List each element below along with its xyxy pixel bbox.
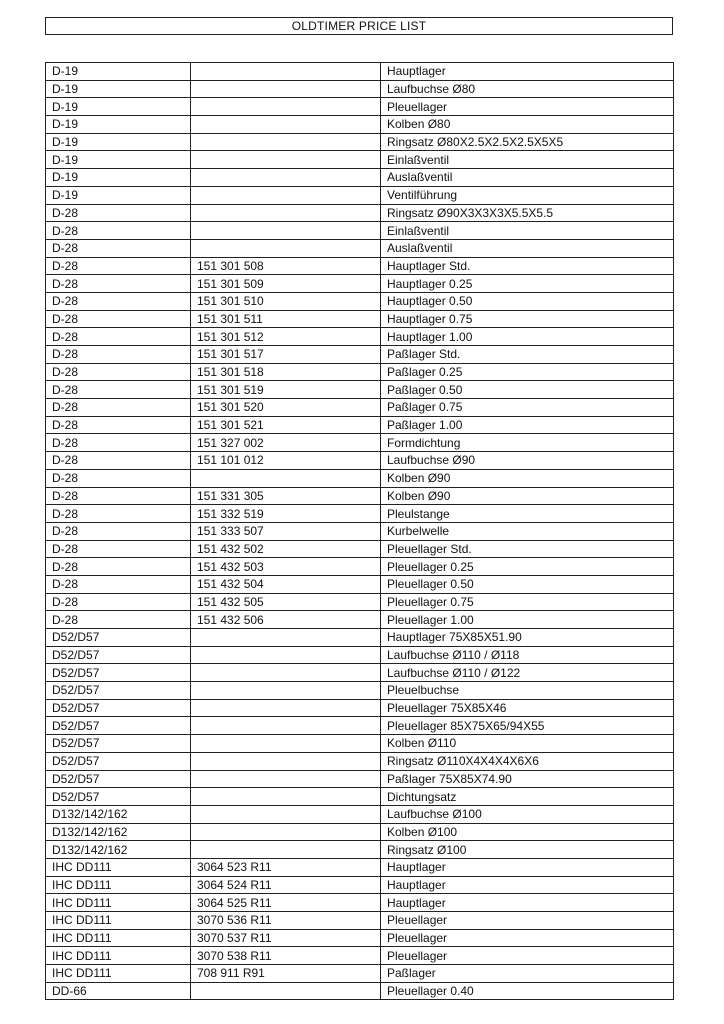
table-row [46,699,674,717]
description-cell: Ringsatz Ø90X3X3X3X5.5X5.5 [381,204,674,222]
model-cell: D-19 [46,151,191,169]
table-row [46,894,674,912]
table-row [46,151,674,169]
part-number-cell: 151 432 502 [191,540,381,558]
table-row [46,611,674,629]
model-cell: D-28 [46,611,191,629]
part-number-cell [191,469,381,487]
table-row [46,841,674,859]
table-row [46,540,674,558]
description-cell: Laufbuchse Ø110 / Ø122 [381,664,674,682]
table-row [46,929,674,947]
part-number-cell: 151 301 517 [191,346,381,364]
description-cell: Paßlager 0.50 [381,381,674,399]
table-row [46,876,674,894]
table-row [46,487,674,505]
part-number-cell [191,788,381,806]
page-title: OLDTIMER PRICE LIST [45,17,673,35]
table-row [46,416,674,434]
description-cell: Kurbelwelle [381,522,674,540]
part-number-cell: 151 432 503 [191,558,381,576]
model-cell: D-19 [46,133,191,151]
description-cell: Paßlager Std. [381,346,674,364]
model-cell: D-19 [46,80,191,98]
part-number-cell [191,823,381,841]
model-cell: D-28 [46,416,191,434]
model-cell: D-28 [46,399,191,417]
table-row [46,381,674,399]
part-number-cell [191,151,381,169]
part-number-cell: 151 301 510 [191,292,381,310]
table-row [46,80,674,98]
description-cell: Pleuellager 85X75X65/94X55 [381,717,674,735]
part-number-cell [191,222,381,240]
part-number-cell [191,116,381,134]
table-row [46,912,674,930]
description-cell: Dichtungsatz [381,788,674,806]
model-cell: IHC DD111 [46,912,191,930]
model-cell: IHC DD111 [46,876,191,894]
price-table-body [46,63,674,1000]
model-cell: D-28 [46,434,191,452]
model-cell: IHC DD111 [46,858,191,876]
model-cell: D-19 [46,63,191,81]
description-cell: Laufbuchse Ø100 [381,805,674,823]
table-row [46,823,674,841]
table-row [46,965,674,983]
table-row [46,805,674,823]
model-cell: D52/D57 [46,629,191,647]
model-cell: IHC DD111 [46,929,191,947]
table-row [46,133,674,151]
table-row [46,858,674,876]
model-cell: D-28 [46,593,191,611]
part-number-cell [191,664,381,682]
table-row [46,399,674,417]
part-number-cell: 151 327 002 [191,434,381,452]
part-number-cell: 151 301 512 [191,328,381,346]
description-cell: Laufbuchse Ø80 [381,80,674,98]
description-cell: Hauptlager 1.00 [381,328,674,346]
description-cell: Einlaßventil [381,151,674,169]
part-number-cell [191,770,381,788]
part-number-cell: 3070 538 R11 [191,947,381,965]
model-cell: D-28 [46,328,191,346]
model-cell: D-19 [46,169,191,187]
description-cell: Pleuellager 75X85X46 [381,699,674,717]
part-number-cell [191,752,381,770]
part-number-cell [191,169,381,187]
description-cell: Paßlager [381,965,674,983]
description-cell: Pleulstange [381,505,674,523]
part-number-cell: 708 911 R91 [191,965,381,983]
model-cell: D-28 [46,487,191,505]
description-cell: Pleuellager [381,98,674,116]
table-row [46,239,674,257]
description-cell: Pleuelbuchse [381,682,674,700]
part-number-cell: 3064 525 R11 [191,894,381,912]
price-table [45,62,674,1000]
part-number-cell [191,805,381,823]
model-cell: D-28 [46,452,191,470]
table-row [46,982,674,1000]
model-cell: D-28 [46,275,191,293]
part-number-cell [191,682,381,700]
table-row [46,292,674,310]
table-row [46,629,674,647]
description-cell: Kolben Ø90 [381,469,674,487]
table-row [46,735,674,753]
table-row [46,717,674,735]
description-cell: Hauptlager [381,876,674,894]
table-row [46,310,674,328]
table-row [46,452,674,470]
table-row [46,98,674,116]
part-number-cell: 3070 536 R11 [191,912,381,930]
description-cell: Pleuellager [381,947,674,965]
model-cell: D-28 [46,346,191,364]
model-cell: D-28 [46,469,191,487]
part-number-cell: 151 332 519 [191,505,381,523]
part-number-cell: 3064 524 R11 [191,876,381,894]
table-row [46,575,674,593]
model-cell: D-28 [46,204,191,222]
model-cell: D-28 [46,310,191,328]
description-cell: Hauptlager 75X85X51.90 [381,629,674,647]
model-cell: D132/142/162 [46,823,191,841]
description-cell: Hauptlager [381,858,674,876]
model-cell: D-28 [46,222,191,240]
table-row [46,505,674,523]
table-row [46,752,674,770]
model-cell: D-28 [46,575,191,593]
model-cell: D-28 [46,522,191,540]
model-cell: D-28 [46,239,191,257]
table-row [46,63,674,81]
part-number-cell: 151 301 521 [191,416,381,434]
model-cell: D-28 [46,257,191,275]
description-cell: Auslaßventil [381,239,674,257]
part-number-cell [191,80,381,98]
table-row [46,328,674,346]
table-row [46,682,674,700]
model-cell: D132/142/162 [46,841,191,859]
model-cell: D132/142/162 [46,805,191,823]
table-row [46,770,674,788]
part-number-cell [191,717,381,735]
description-cell: Laufbuchse Ø110 / Ø118 [381,646,674,664]
part-number-cell: 151 301 508 [191,257,381,275]
description-cell: Pleuellager Std. [381,540,674,558]
description-cell: Pleuellager 0.25 [381,558,674,576]
part-number-cell [191,204,381,222]
table-row [46,346,674,364]
model-cell: IHC DD111 [46,965,191,983]
table-row [46,593,674,611]
description-cell: Laufbuchse Ø90 [381,452,674,470]
description-cell: Hauptlager [381,63,674,81]
description-cell: Einlaßventil [381,222,674,240]
model-cell: D-19 [46,116,191,134]
description-cell: Ringsatz Ø100 [381,841,674,859]
description-cell: Pleuellager [381,912,674,930]
model-cell: IHC DD111 [46,947,191,965]
table-row [46,469,674,487]
part-number-cell: 151 301 520 [191,399,381,417]
description-cell: Kolben Ø90 [381,487,674,505]
table-row [46,664,674,682]
model-cell: D-28 [46,381,191,399]
part-number-cell: 151 301 519 [191,381,381,399]
model-cell: D52/D57 [46,682,191,700]
part-number-cell [191,63,381,81]
model-cell: IHC DD111 [46,894,191,912]
description-cell: Paßlager 1.00 [381,416,674,434]
model-cell: D-19 [46,98,191,116]
model-cell: DD-66 [46,982,191,1000]
table-row [46,363,674,381]
description-cell: Kolben Ø110 [381,735,674,753]
part-number-cell [191,841,381,859]
description-cell: Formdichtung [381,434,674,452]
part-number-cell: 151 301 509 [191,275,381,293]
model-cell: D52/D57 [46,717,191,735]
description-cell: Pleuellager 0.40 [381,982,674,1000]
table-row [46,186,674,204]
table-row [46,434,674,452]
description-cell: Pleuellager 0.50 [381,575,674,593]
model-cell: D-28 [46,558,191,576]
model-cell: D-28 [46,505,191,523]
table-row [46,222,674,240]
model-cell: D-28 [46,540,191,558]
table-row [46,947,674,965]
part-number-cell [191,982,381,1000]
description-cell: Hauptlager 0.25 [381,275,674,293]
model-cell: D-19 [46,186,191,204]
table-row [46,204,674,222]
part-number-cell: 151 301 511 [191,310,381,328]
model-cell: D52/D57 [46,735,191,753]
part-number-cell: 3070 537 R11 [191,929,381,947]
table-row [46,788,674,806]
description-cell: Paßlager 75X85X74.90 [381,770,674,788]
description-cell: Pleuellager 1.00 [381,611,674,629]
table-row [46,275,674,293]
description-cell: Paßlager 0.75 [381,399,674,417]
description-cell: Hauptlager Std. [381,257,674,275]
description-cell: Hauptlager 0.50 [381,292,674,310]
model-cell: D52/D57 [46,788,191,806]
part-number-cell: 151 101 012 [191,452,381,470]
table-row [46,169,674,187]
description-cell: Hauptlager [381,894,674,912]
part-number-cell [191,629,381,647]
part-number-cell [191,186,381,204]
part-number-cell [191,239,381,257]
part-number-cell [191,646,381,664]
part-number-cell: 3064 523 R11 [191,858,381,876]
part-number-cell: 151 432 504 [191,575,381,593]
part-number-cell [191,133,381,151]
table-row [46,257,674,275]
model-cell: D52/D57 [46,770,191,788]
table-row [46,646,674,664]
description-cell: Ringsatz Ø80X2.5X2.5X2.5X5X5 [381,133,674,151]
part-number-cell: 151 331 305 [191,487,381,505]
model-cell: D-28 [46,363,191,381]
part-number-cell [191,735,381,753]
part-number-cell [191,699,381,717]
part-number-cell: 151 432 506 [191,611,381,629]
table-row [46,558,674,576]
description-cell: Kolben Ø100 [381,823,674,841]
table-row [46,522,674,540]
description-cell: Pleuellager 0.75 [381,593,674,611]
model-cell: D52/D57 [46,752,191,770]
part-number-cell: 151 333 507 [191,522,381,540]
description-cell: Ringsatz Ø110X4X4X4X6X6 [381,752,674,770]
model-cell: D52/D57 [46,699,191,717]
description-cell: Pleuellager [381,929,674,947]
model-cell: D52/D57 [46,664,191,682]
part-number-cell [191,98,381,116]
description-cell: Kolben Ø80 [381,116,674,134]
description-cell: Ventilführung [381,186,674,204]
model-cell: D-28 [46,292,191,310]
model-cell: D52/D57 [46,646,191,664]
description-cell: Auslaßventil [381,169,674,187]
part-number-cell: 151 432 505 [191,593,381,611]
part-number-cell: 151 301 518 [191,363,381,381]
table-row [46,116,674,134]
description-cell: Hauptlager 0.75 [381,310,674,328]
description-cell: Paßlager 0.25 [381,363,674,381]
